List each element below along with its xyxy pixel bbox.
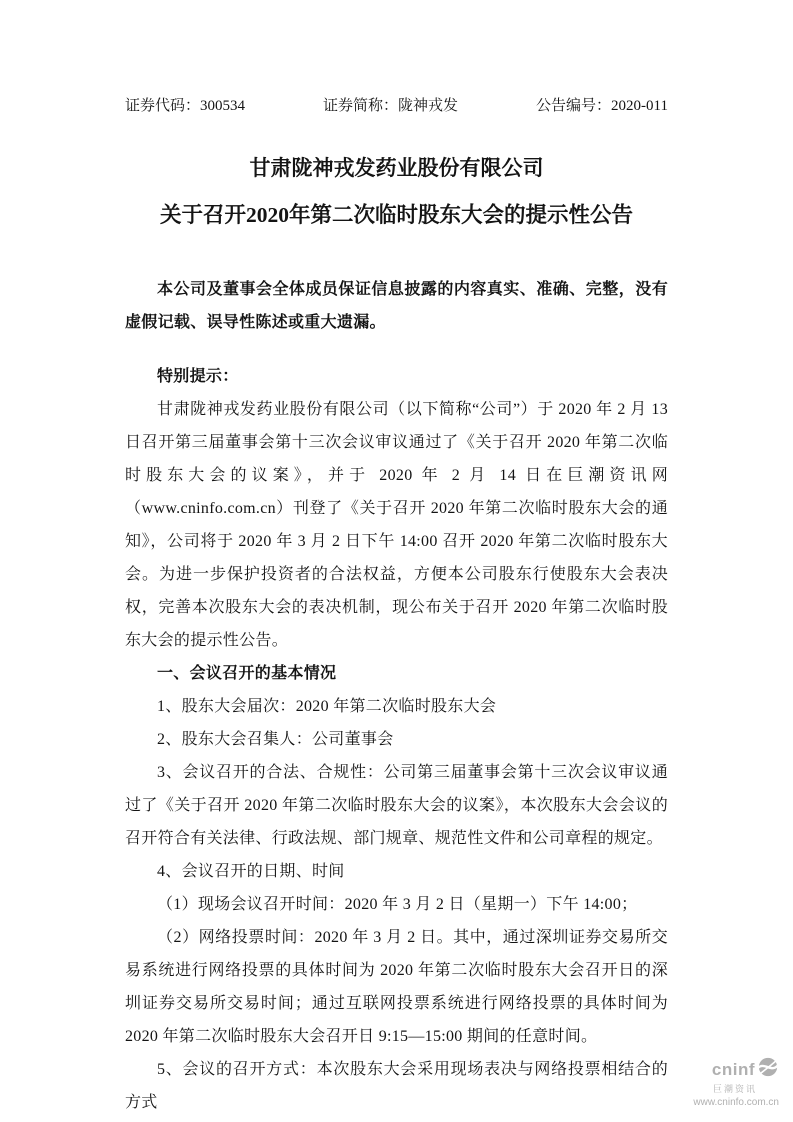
- section-1-heading: 一、会议召开的基本情况: [157, 665, 337, 682]
- company-name-title: 甘肃陇神戎发药业股份有限公司: [249, 156, 544, 180]
- stock-name-label: 证券简称：陇神戎发: [323, 98, 459, 114]
- disclaimer-paragraph: 本公司及董事会全体成员保证信息披露的内容真实、准确、完整，没有虚假记载、误导性陈述或重大遗漏。: [125, 281, 668, 331]
- announcement-number-label: 公告编号：2020-011: [536, 98, 668, 114]
- meeting-legality-item: 3、会议召开的合法、合规性：公司第三届董事会第十三次会议审议通过了《关于召开 2020 年第二次临时股东大会的议案》，本次股东大会会议的召开符合有关法律、行政法规、部门规章、规范性文件和公司章程的规定。: [125, 764, 668, 847]
- cninfo-website-url: www.cninfo.com.cn: [693, 1096, 779, 1108]
- cninfo-watermark: [693, 1056, 779, 1108]
- cninfo-logo-chinese-name: 巨潮资讯: [712, 1084, 757, 1095]
- cninfo-logo-row: [712, 1056, 779, 1083]
- document-header: [125, 96, 668, 116]
- online-voting-time-item: （2）网络投票时间：2020 年 3 月 2 日。其中，通过深圳证券交易所交易系统进行网络投票的具体时间为 2020 年第二次临时股东大会召开日的深圳证券交易所交易时间；通过互联网投票系统进行网络投票的具体时间为 2020 年第二次临时股东大会召开日 9:15—15:00 期间的任意时间。: [125, 929, 668, 1045]
- meeting-datetime-item: 4、会议召开的日期、时间: [157, 863, 345, 880]
- meeting-method-item: 5、会议的召开方式：本次股东大会采用现场表决与网络投票相结合的方式: [125, 1061, 668, 1111]
- stock-code-label: 证券代码：300534: [125, 98, 246, 114]
- meeting-convener-item: 2、股东大会召集人：公司董事会: [157, 731, 394, 748]
- meeting-session-item: 1、股东大会届次：2020 年第二次临时股东大会: [157, 698, 497, 715]
- cninfo-swirl-icon: [757, 1056, 779, 1083]
- onsite-meeting-time-item: （1）现场会议召开时间：2020 年 3 月 2 日（星期一）下午 14:00；: [157, 896, 638, 913]
- announcement-title: 关于召开2020年第二次临时股东大会的提示性公告: [159, 203, 633, 227]
- cninfo-logo-text: cninf: [711, 1059, 755, 1079]
- special-note-heading: 特别提示：: [157, 368, 239, 385]
- special-note-paragraph: 甘肃陇神戎发药业股份有限公司（以下简称“公司”）于 2020 年 2 月 13 日召开第三届董事会第十三次会议审议通过了《关于召开 2020 年第二次临时股东大会的议案》，并于 2020 年 2 月 14 日在巨潮资讯网（www.cninfo.com.cn）刊登了《关于召开 2020 年第二次临时股东大会的通知》，公司将于 2020 年 3 月 2 日下午 14:00 召开 2020 年第二次临时股东大会。为进一步保护投资者的合法权益，方便本公司股东行使股东大会表决权，完善本次股东大会的表决机制，现公布关于召开 2020 年第二次临时股东大会的提示性公告。: [125, 401, 668, 649]
